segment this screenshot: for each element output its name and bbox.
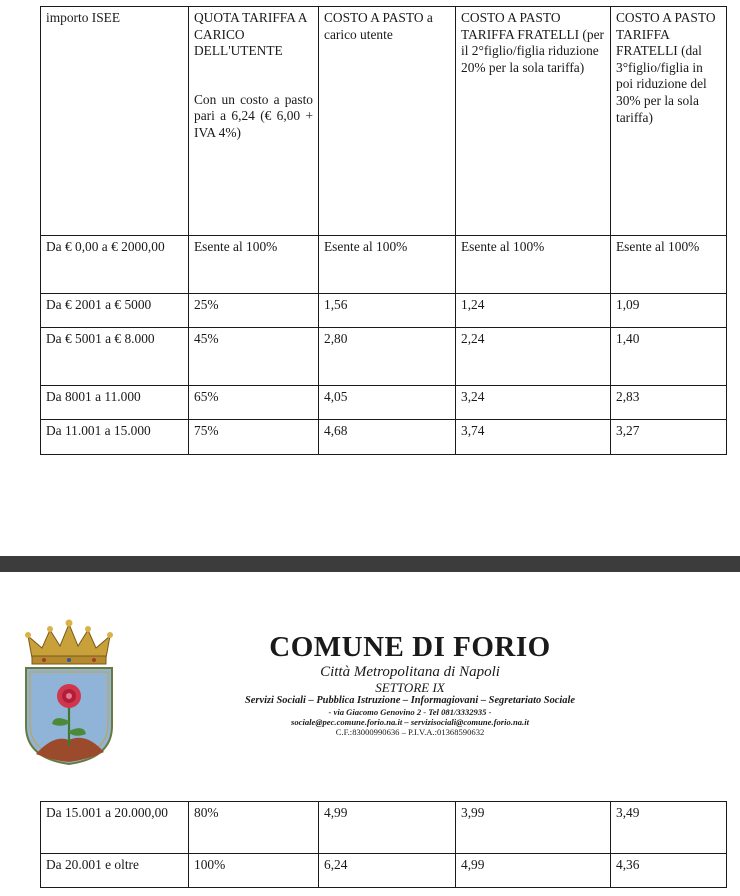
cell-quota: 25%	[189, 294, 319, 328]
table-row	[41, 854, 727, 888]
cell-isee: Da 8001 a 11.000	[41, 386, 189, 420]
cell-isee: Da 11.001 a 15.000	[41, 420, 189, 455]
email-line: sociale@pec.comune.forio.na.it – servizisociali@comune.forio.na.it	[291, 717, 529, 727]
cell-fratelli-2: 2,24	[456, 328, 611, 386]
address-line: - via Giacomo Genovino 2 - Tel 081/3332935 -	[328, 707, 492, 717]
document-page-2	[0, 572, 740, 896]
servizi-line: Servizi Sociali – Pubblica Istruzione – Informagiovani – Segretariato Sociale	[245, 695, 575, 706]
cell-fratelli-3: 2,83	[611, 386, 727, 420]
cell-quota: 75%	[189, 420, 319, 455]
isee-fee-table-continued	[40, 801, 727, 888]
cell-fratelli-2: 3,74	[456, 420, 611, 455]
cell-fratelli-3: 4,36	[611, 854, 727, 888]
header-quota-tariffa	[189, 7, 319, 236]
cell-isee: Da 20.001 e oltre	[41, 854, 189, 888]
header-costo-fratelli-2: COSTO A PASTO TARIFFA FRATELLI (per il 2°figlio/figlia riduzione 20% per la sola tariffa)	[456, 7, 611, 236]
comune-crest-logo	[14, 606, 124, 766]
cell-fratelli-2: 3,99	[456, 802, 611, 854]
cell-quota: 100%	[189, 854, 319, 888]
table-row	[41, 236, 727, 294]
cell-fratelli-2: Esente al 100%	[456, 236, 611, 294]
table-row	[41, 386, 727, 420]
cell-costo: 4,68	[319, 420, 456, 455]
cell-fratelli-3: 1,09	[611, 294, 727, 328]
table-row	[41, 802, 727, 854]
header-importo-isee: importo ISEE	[41, 7, 189, 236]
fiscal-code-line: C.F.:83000990636 – P.I.V.A.:01368590632	[335, 727, 485, 737]
table-row	[41, 328, 727, 386]
comune-title: COMUNE DI FORIO	[269, 631, 551, 663]
cell-quota: 80%	[189, 802, 319, 854]
page-divider	[0, 556, 740, 572]
cell-costo: 6,24	[319, 854, 456, 888]
cell-fratelli-3: 1,40	[611, 328, 727, 386]
settore-label: SETTORE IX	[375, 680, 445, 695]
cell-fratelli-2: 1,24	[456, 294, 611, 328]
header-quota-note: Con un costo a pasto pari a 6,24 (€ 6,00 + IVA 4%)	[194, 91, 313, 140]
table-row	[41, 294, 727, 328]
cell-fratelli-3: 3,49	[611, 802, 727, 854]
cell-isee: Da 15.001 a 20.000,00	[41, 802, 189, 854]
cell-costo: 2,80	[319, 328, 456, 386]
city-subtitle: Città Metropolitana di Napoli	[320, 664, 500, 680]
table-header-row	[41, 7, 727, 236]
cell-quota: Esente al 100%	[189, 236, 319, 294]
header-costo-fratelli-3: COSTO A PASTO TARIFFA FRATELLI (dal 3°figlio/figlia in poi riduzione del 30% per la sola tariffa)	[611, 7, 727, 236]
cell-isee: Da € 5001 a € 8.000	[41, 328, 189, 386]
cell-fratelli-3: Esente al 100%	[611, 236, 727, 294]
cell-fratelli-2: 3,24	[456, 386, 611, 420]
isee-fee-table	[40, 6, 727, 455]
table-row	[41, 420, 727, 455]
cell-fratelli-2: 4,99	[456, 854, 611, 888]
cell-isee: Da € 2001 a € 5000	[41, 294, 189, 328]
cell-costo: 4,99	[319, 802, 456, 854]
header-quota-main: QUOTA TARIFFA A CARICO DELL'UTENTE	[194, 10, 307, 59]
cell-costo: Esente al 100%	[319, 236, 456, 294]
crown-icon	[25, 620, 113, 665]
cell-quota: 65%	[189, 386, 319, 420]
cell-costo: 1,56	[319, 294, 456, 328]
letterhead	[150, 630, 670, 738]
cell-fratelli-3: 3,27	[611, 420, 727, 455]
header-costo-utente: COSTO A PASTO a carico utente	[319, 7, 456, 236]
cell-quota: 45%	[189, 328, 319, 386]
cell-isee: Da € 0,00 a € 2000,00	[41, 236, 189, 294]
cell-costo: 4,05	[319, 386, 456, 420]
